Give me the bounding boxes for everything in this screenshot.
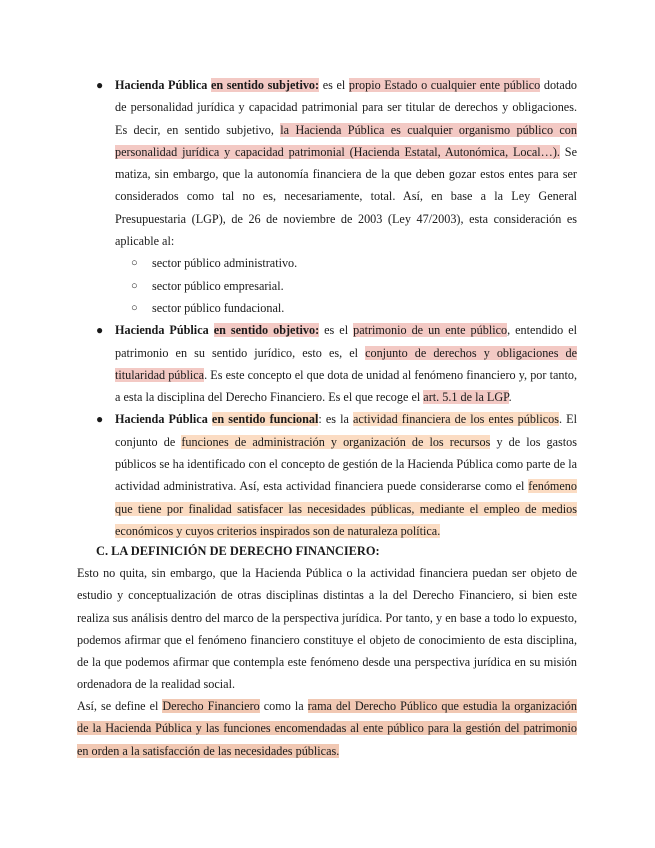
text-run: Se matiza, sin embargo, que la autonomía financiera de la que deben gozar estos entes para ser considerados como tal no es, necesariamente, total. Así, en base a la Ley General Presupuestaria (LGP), de 26 de noviembre de 2003 (Ley 47/2003), esta consideración es aplicable al: — [115, 144, 577, 249]
circle-bullet-icon: ○ — [131, 301, 138, 314]
sub-list — [131, 252, 577, 319]
paragraph-scope: Esto no quita, sin embargo, que la Hacienda Pública o la actividad financiera puedan ser objeto de estudio y conceptualización de otras disciplinas distintas a la del Derecho Financiero, si bien este realiza sus análisis dentro del marco de la perspectiva jurídica. Por tanto, y en base a todo lo expuesto, podemos afirmar que el fenómeno financiero constituye el objeto de conocimiento de esta disciplina, de la que podemos afirmar que contempla este fenómeno desde una perspectiva jurídica en su misión ordenadora de la realidad social. — [77, 566, 577, 692]
highlight: actividad financiera de los entes públicos — [353, 412, 559, 427]
text-run: es el — [319, 78, 349, 92]
definition-list — [0, 74, 655, 542]
sub-item-text: sector público administrativo. — [152, 256, 298, 271]
sub-list-item — [131, 275, 577, 297]
text-run: , entendido el patrimonio en su sentido jurídico, esto es, el — [115, 323, 577, 360]
text-run: . Es este concepto el que dota de unidad al fenómeno financiero y, por tanto, a esta la disciplina del Derecho Financiero. Es el que recoge el — [115, 367, 577, 405]
text-run: es el — [319, 323, 354, 338]
circle-bullet-icon: ○ — [131, 257, 138, 270]
text-run: : es la — [318, 412, 353, 427]
highlight: Derecho Financiero — [162, 699, 260, 713]
highlight: rama del Derecho Público que estudia la organización de la Hacienda Pública y las funciones encomendadas al ente público para la gestión del patrimonio en orden a la satisfacción de las necesidades públicas. — [77, 699, 577, 758]
highlight: conjunto de derechos y obligaciones de titularidad pública — [115, 345, 577, 382]
text-run: Así, se define el — [77, 699, 163, 713]
sub-item-text: sector público fundacional. — [152, 300, 285, 315]
highlight: la Hacienda Pública es cualquier organismo público con personalidad jurídica y capacidad patrimonial (Hacienda Estatal, Autonómica, Local…). — [115, 122, 577, 159]
highlight: propio Estado o cualquier ente público — [348, 78, 541, 92]
highlight: funciones de administración y organización de los recursos — [181, 434, 491, 449]
bullet-icon: ● — [96, 78, 104, 92]
list-item-functional — [96, 408, 577, 542]
list-item-subjective — [96, 74, 578, 319]
item-term: en sentido subjetivo: — [210, 78, 320, 92]
bullet-icon: ● — [96, 323, 104, 338]
paragraph-definition — [77, 695, 577, 762]
highlight: patrimonio de un ente público — [353, 323, 508, 338]
sub-list-item — [131, 252, 577, 274]
highlight: art. 5.1 de la LGP — [423, 390, 509, 405]
bullet-icon: ● — [96, 412, 104, 427]
sub-list-item — [131, 297, 577, 319]
item-label: Hacienda Pública — [115, 78, 208, 92]
sub-item-text: sector público empresarial. — [152, 278, 284, 293]
text-run: como la — [259, 699, 308, 713]
section-heading: C. LA DEFINICIÓN DE DERECHO FINANCIERO: — [96, 544, 380, 558]
item-term: en sentido objetivo: — [213, 323, 320, 338]
item-term: en sentido funcional — [211, 412, 319, 427]
text-run: y de los gastos públicos se ha identificado con el concepto de gestión de la Hacienda Pública como parte de la actividad administrativa. Así, esta actividad financiera puede considerarse como el — [115, 434, 577, 494]
item-label: Hacienda Pública — [115, 323, 209, 338]
text-run: . El conjunto de — [115, 412, 577, 449]
text-run: dotado de personalidad jurídica y capacidad patrimonial para ser titular de derechos y obligaciones. Es decir, en sentido subjetivo, — [115, 78, 578, 137]
highlight: fenómeno que tiene por finalidad satisfacer las necesidades públicas, mediante el empleo de medios económicos y cuyos criterios inspirados son de naturaleza política. — [115, 479, 577, 538]
item-label: Hacienda Pública — [115, 412, 208, 427]
circle-bullet-icon: ○ — [131, 279, 138, 292]
text-run: . — [508, 390, 512, 405]
list-item-objective — [96, 319, 577, 408]
